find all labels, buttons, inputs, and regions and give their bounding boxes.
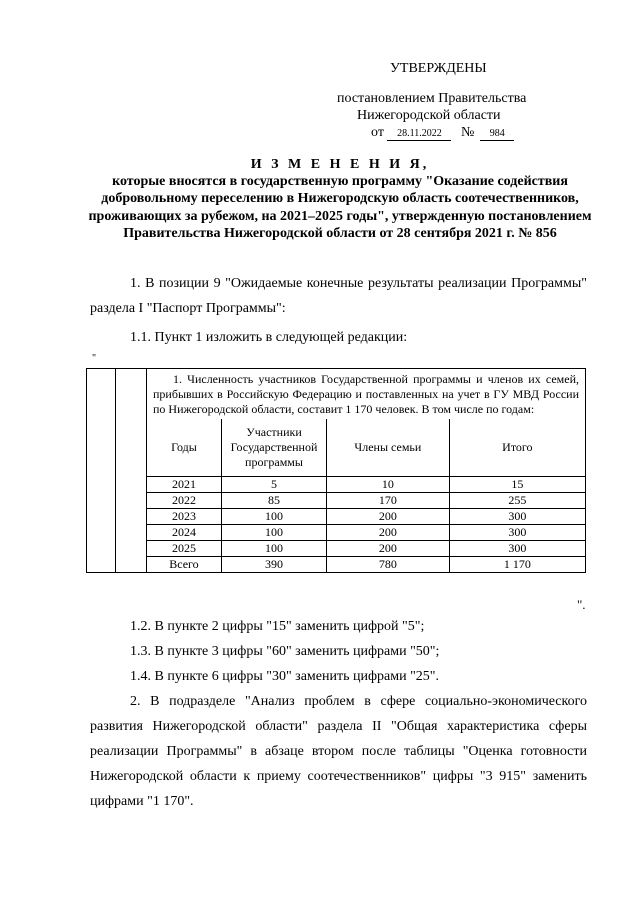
cell: 100 [221,509,326,525]
table-row [147,477,585,493]
blank-cell [116,369,147,573]
decree-date-number [371,125,514,141]
years-table [147,419,585,572]
paragraph-1-4: 1.4. В пункте 6 цифры "30" заменить цифрами "25". [130,669,440,684]
quote-close: ". [577,597,586,612]
cell: 300 [449,525,585,541]
cell: 1 170 [449,557,585,573]
amendment-table [86,368,586,573]
quote-open: " [92,353,97,364]
cell: Всего [147,557,221,573]
table-row [147,509,585,525]
title-line-1: И З М Е Н Е Н И Я, [250,157,430,172]
table-intro: 1. Численность участников Государственной программы и членов их семей, прибывших в Российскую Федерацию и поставленных на учет в ГУ МВД России по Нижегородской области, составит 1 170 человек. В том числе по годам: [153,372,579,416]
decree-line-2: Нижегородской области [357,108,501,123]
cell: 100 [221,525,326,541]
content-cell [147,369,586,573]
cell: 2024 [147,525,221,541]
cell: 85 [221,493,326,509]
cell: 2025 [147,541,221,557]
decree-number: 984 [480,127,514,141]
cell: 100 [221,541,326,557]
decree-date: 28.11.2022 [387,127,451,141]
cell: 200 [327,525,450,541]
cell: 780 [327,557,450,573]
paragraph-1-3: 1.3. В пункте 3 цифры "60" заменить цифрами "50"; [130,644,440,659]
cell: 300 [449,541,585,557]
date-prefix: от [371,125,384,140]
cell: 2022 [147,493,221,509]
cell: 2021 [147,477,221,493]
blank-cell [87,369,116,573]
col-header: Члены семьи [327,419,450,477]
header-row [147,419,585,477]
document-title [80,156,600,242]
col-header: Годы [147,419,221,477]
cell: 300 [449,509,585,525]
cell: 390 [221,557,326,573]
paragraph-1-2: 1.2. В пункте 2 цифры "15" заменить цифрой "5"; [130,619,425,634]
table-row-total [147,557,585,573]
cell: 2023 [147,509,221,525]
table-row [147,525,585,541]
paragraph-1-1: 1.1. Пункт 1 изложить в следующей редакции: [130,330,408,345]
title-line-2: которые вносятся в государственную программу "Оказание содействия добровольному переселению в Нижегородскую область соотечественников, проживающих за рубежом, на 2021–2025 годы", утвержденную постановлением Правительства Нижегородской области от 28 сентября 2021 г. № 856 [88,174,592,241]
decree-line-1: постановлением Правительства [337,91,527,106]
cell: 5 [221,477,326,493]
table-row [147,493,585,509]
cell: 15 [449,477,585,493]
table-row [147,541,585,557]
cell: 200 [327,509,450,525]
cell: 200 [327,541,450,557]
cell: 170 [327,493,450,509]
col-header: Участники Государственной программы [221,419,326,477]
cell: 255 [449,493,585,509]
cell: 10 [327,477,450,493]
number-sign: № [460,125,475,140]
paragraph-1: 1. В позиции 9 "Ожидаемые конечные результаты реализации Программы" раздела I "Паспорт Программы": [90,276,587,316]
approved-heading: УТВЕРЖДЕНЫ [390,61,487,76]
paragraph-2: 2. В подразделе "Анализ проблем в сфере социально-экономического развития Нижегородской области" раздела II "Общая характеристика сферы реализации Программы" в абзаце втором после таблицы "Оценка готовности Нижегородской области к приему соотечественников" цифры "3 915" заменить цифрами "1 170". [90,694,587,809]
col-header: Итого [449,419,585,477]
